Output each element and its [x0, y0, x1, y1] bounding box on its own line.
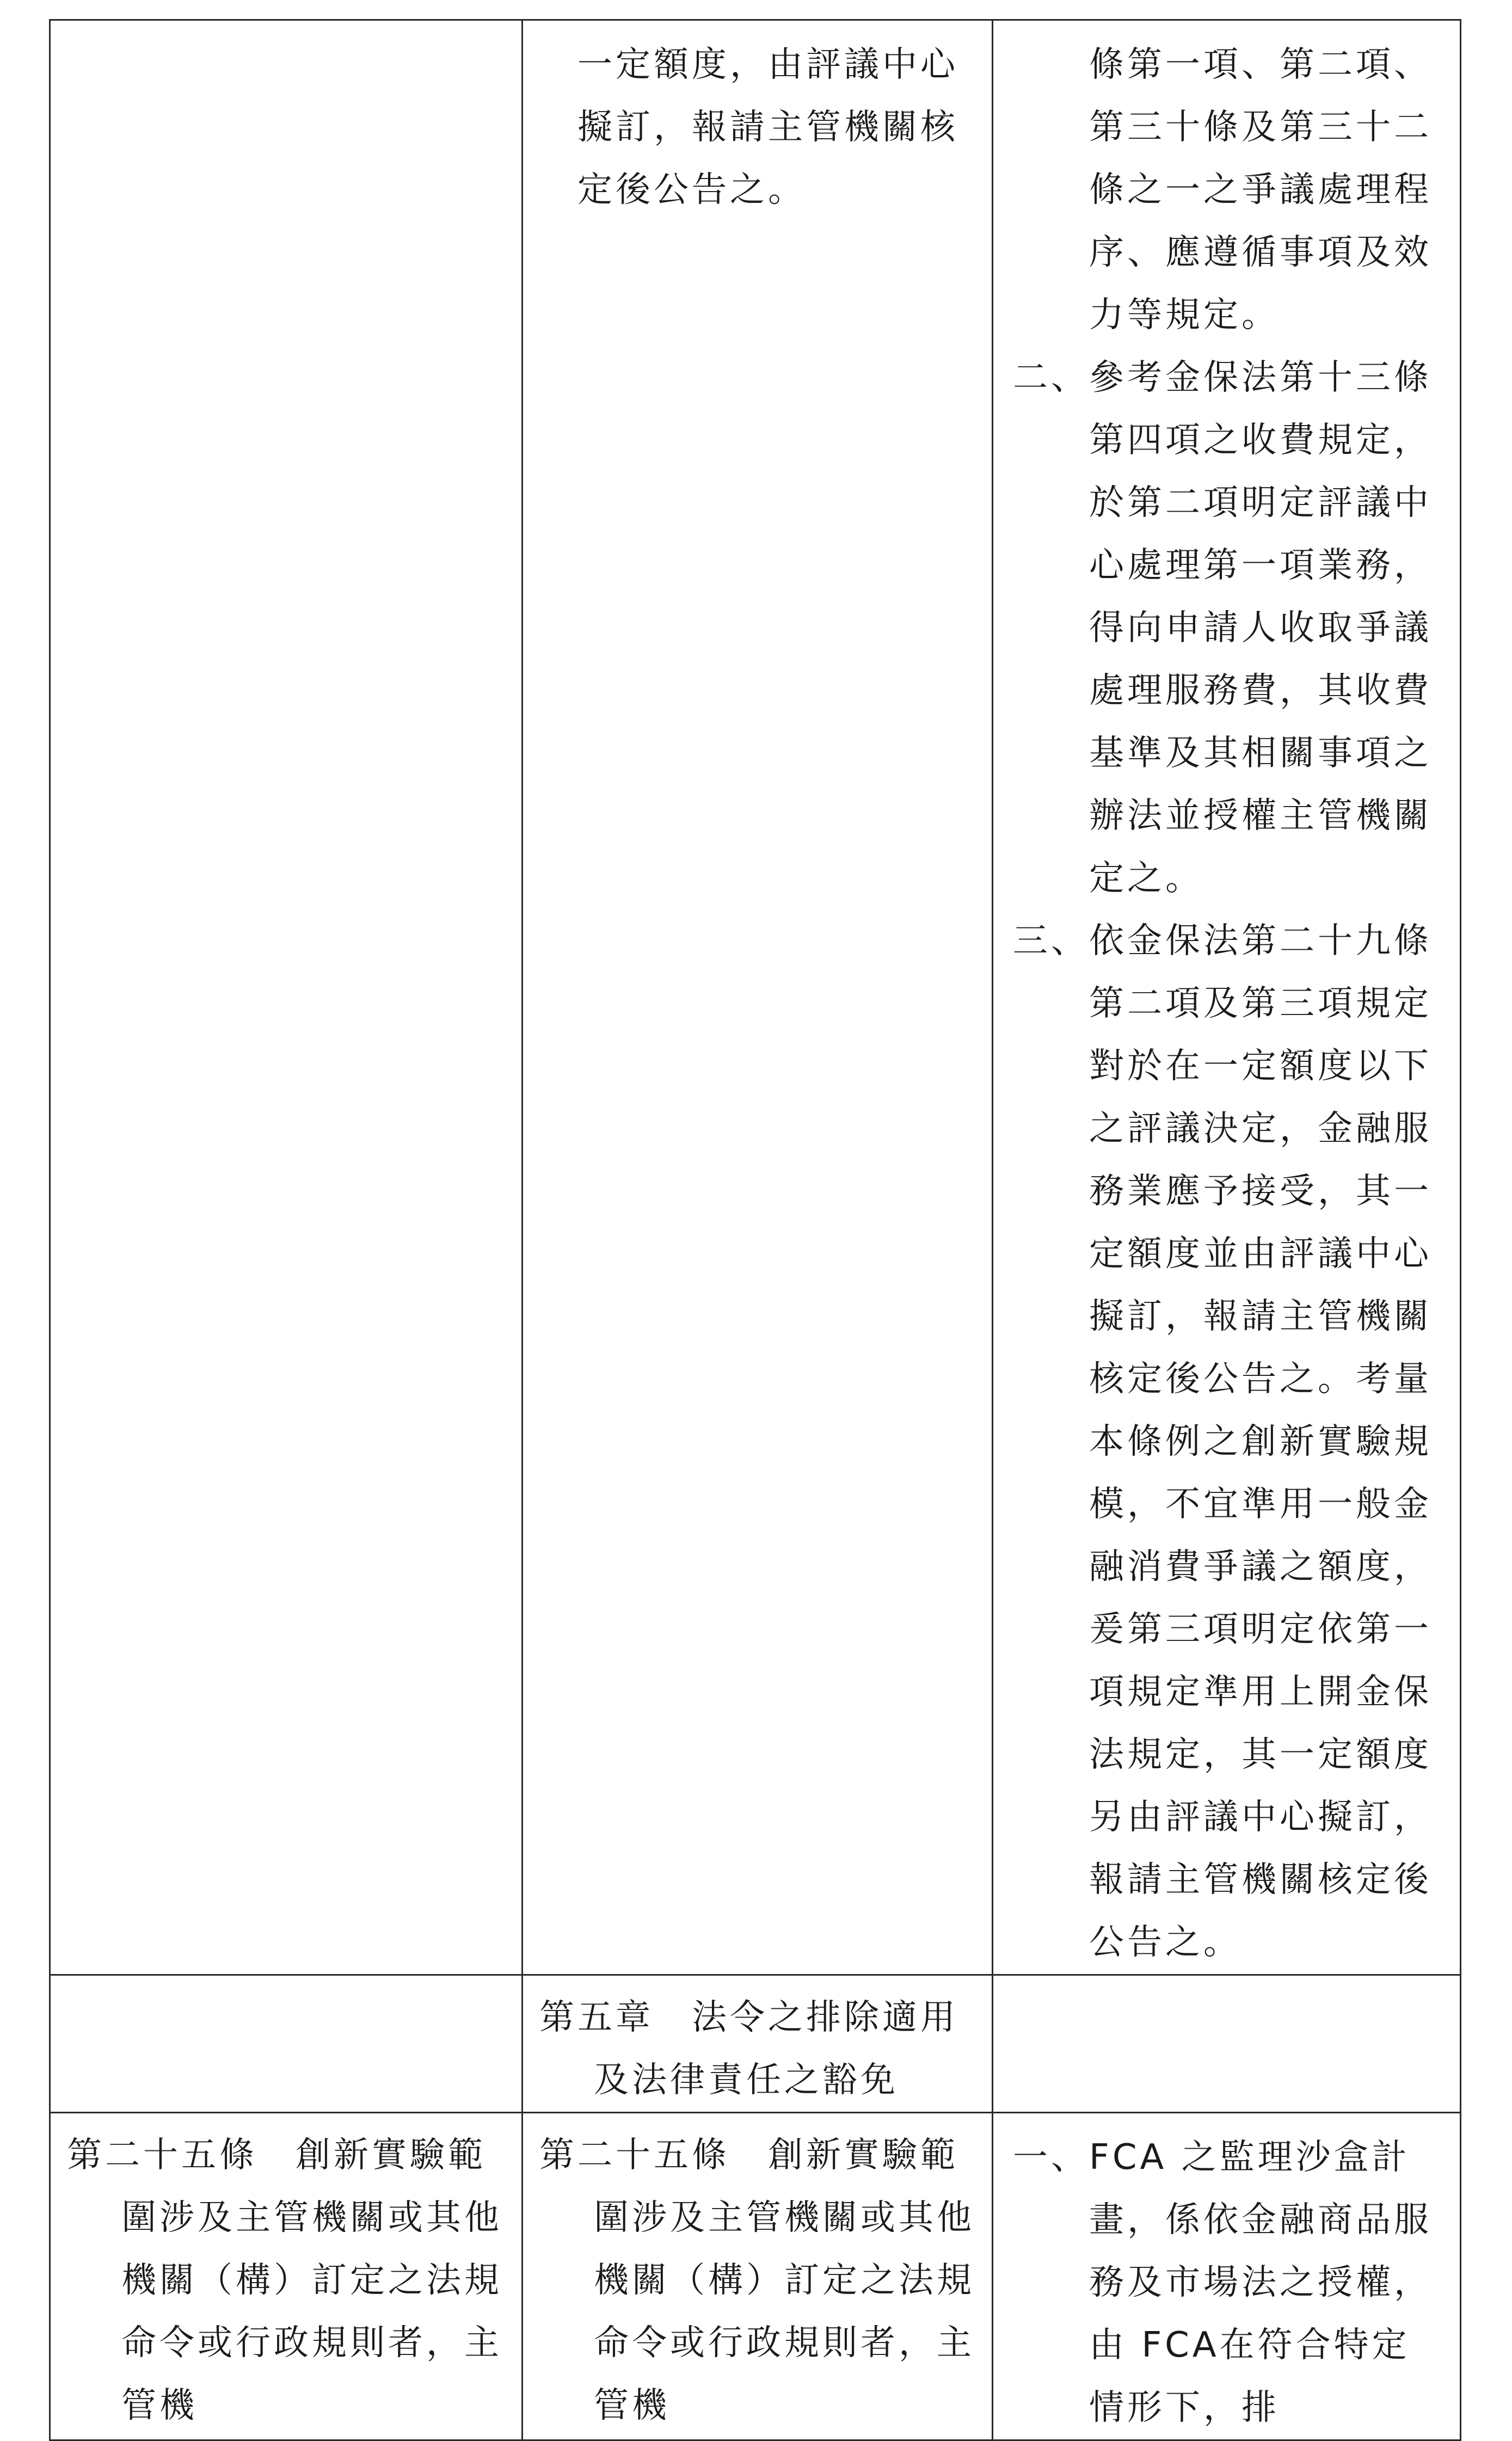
- table-row: [50, 1975, 1461, 2113]
- explanation-item: [993, 2126, 1443, 2439]
- explanation-item: [993, 347, 1443, 910]
- explanation-continuation: 條第一項、第二項、第三十條及第三十二條之一之爭議處理程序、應遵循事項及效力等規定。: [1089, 45, 1432, 335]
- table-cell-empty: [50, 1975, 523, 2113]
- table-cell-explanation: [993, 2113, 1461, 2440]
- table-cell-empty: [993, 1975, 1461, 2113]
- chapter-title-line2: 及法律責任之豁免: [594, 2060, 899, 2100]
- item-text: 參考金保法第十三條第四項之收費規定，於第二項明定評議中心處理第一項業務，得向申請人收取爭議處理服務費，其收費基準及其相關事項之辦法並授權主管機關定之。: [1089, 358, 1432, 899]
- comparison-table: [49, 19, 1461, 2441]
- article-text: 圍涉及主管機關或其他機關（構）訂定之法規命令或行政規則者，主管機: [594, 2198, 975, 2426]
- article-text: 圍涉及主管機關或其他機關（構）訂定之法規命令或行政規則者，主管機: [121, 2198, 502, 2426]
- item-number: 三、: [1013, 921, 1089, 961]
- table-cell-chapter: [523, 1975, 993, 2113]
- table-cell-draft-article: [523, 2113, 993, 2440]
- explanation-item: [993, 910, 1443, 1974]
- table-cell-original-article: [50, 2113, 523, 2440]
- table-cell-empty: [50, 20, 523, 1975]
- item-text: 依金保法第二十九條第二項及第三項規定對於在一定額度以下之評議決定，金融服務業應予接受，其一定額度並由評議中心擬訂，報請主管機關核定後公告之。考量本條例之創新實驗規模，不宜準用一般金融消費爭議之額度，爰第三項明定依第一項規定準用上開金保法規定，其一定額度另由評議中心擬訂，報請主管機關核定後公告之。: [1089, 921, 1432, 1963]
- table-cell-explanation: [993, 20, 1461, 1975]
- item-number: 一、: [1013, 2137, 1089, 2178]
- item-number: 二、: [1013, 358, 1089, 398]
- table-cell-draft-text: [523, 20, 993, 1975]
- table-row: [50, 20, 1461, 1975]
- article-heading: 第二十五條 創新實驗範: [539, 2135, 958, 2175]
- chapter-title-line1: 第五章 法令之排除適用: [539, 1997, 958, 2038]
- item-text: FCA 之監理沙盒計畫，係依金融商品服務及市場法之授權，由 FCA在符合特定情形下，排: [1089, 2137, 1432, 2428]
- table-row: [50, 2113, 1461, 2440]
- article-heading: 第二十五條 創新實驗範: [67, 2135, 486, 2175]
- draft-text: 一定額度，由評議中心擬訂，報請主管機關核定後公告之。: [577, 45, 958, 210]
